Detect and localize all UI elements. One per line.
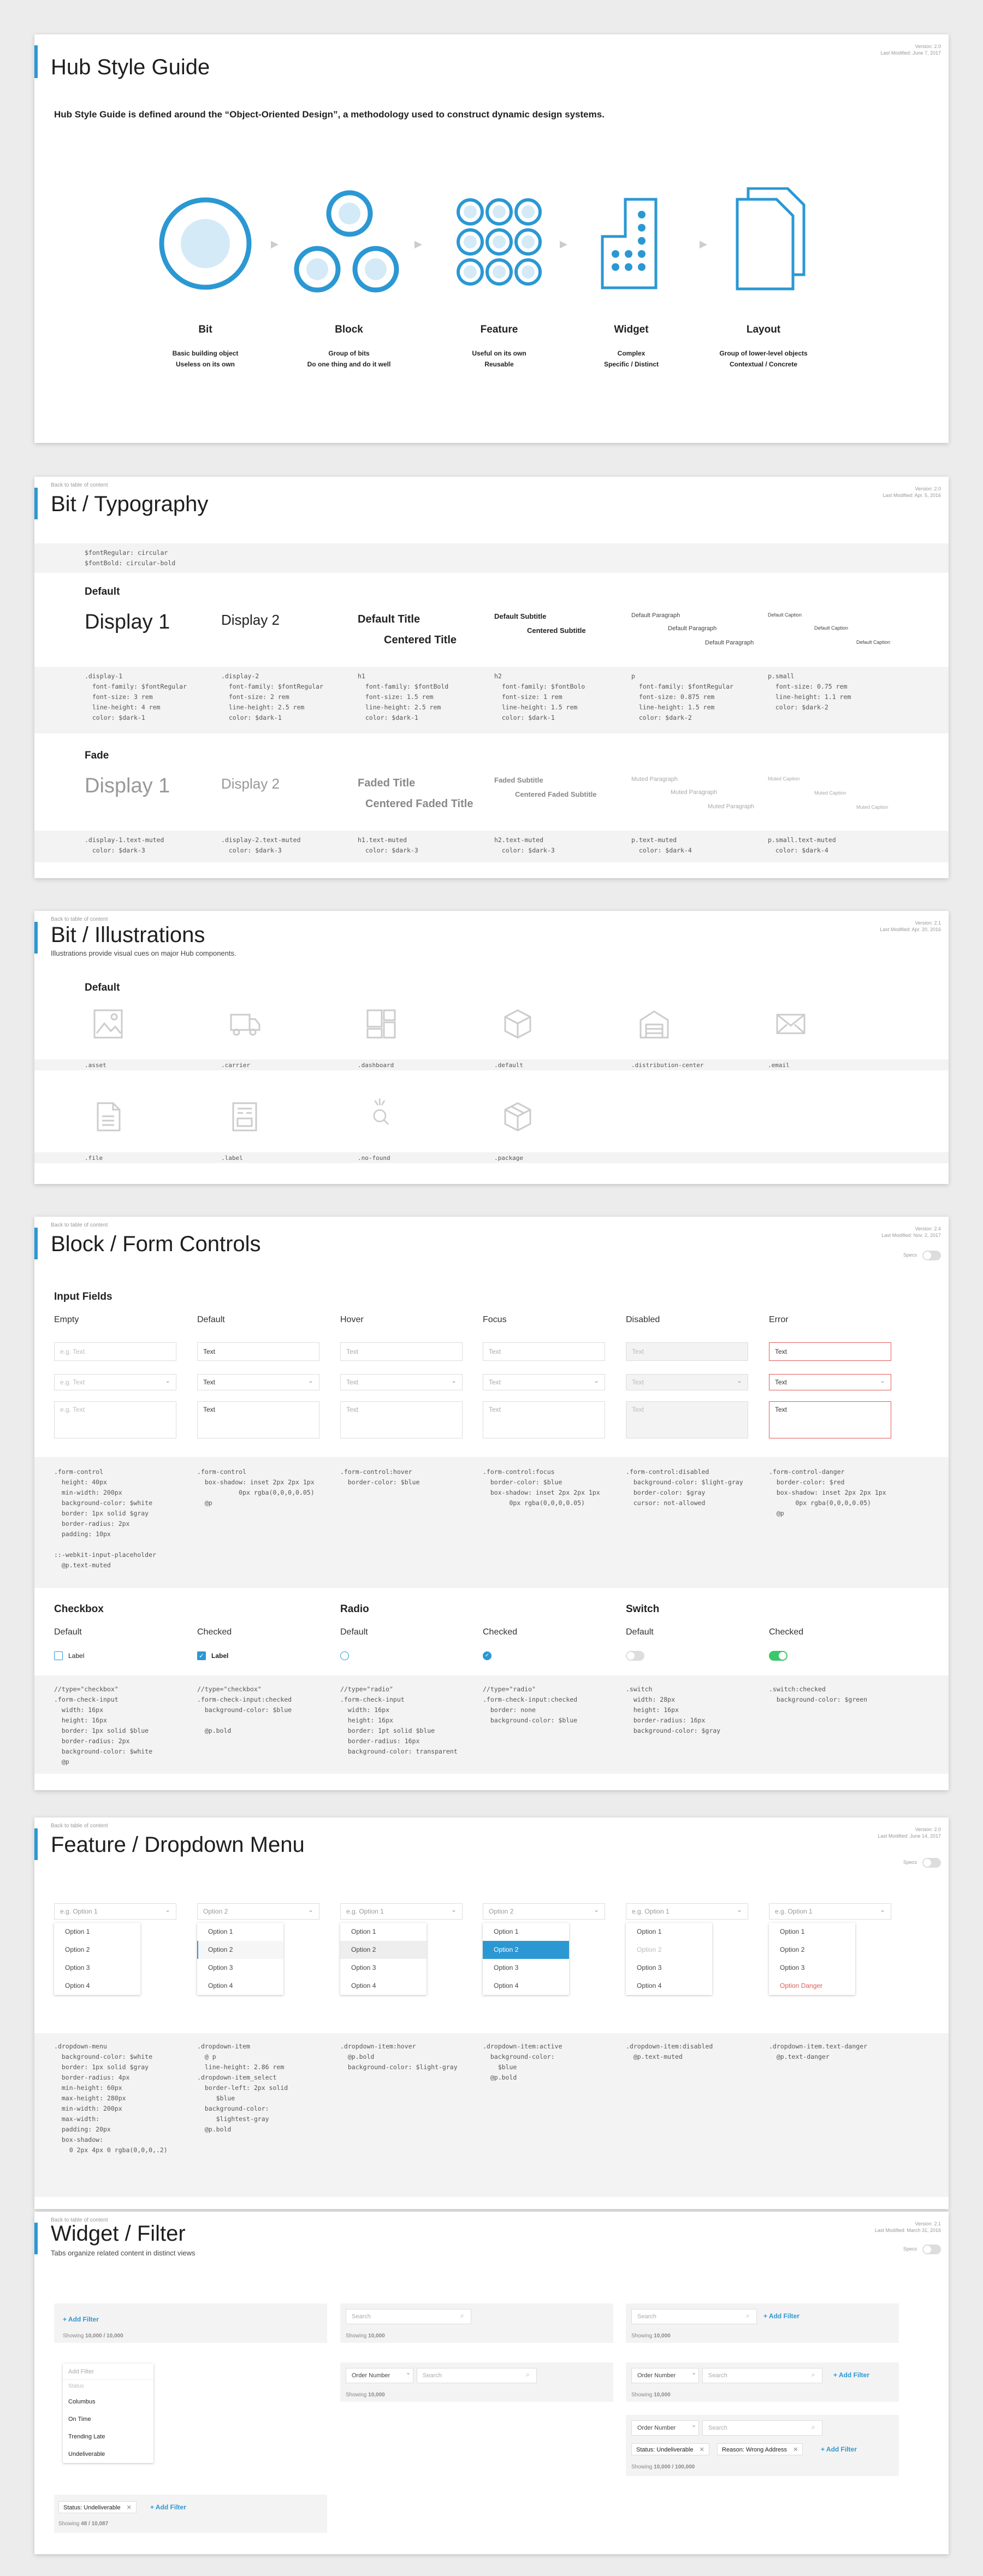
search-input[interactable]: Search <box>346 2309 471 2324</box>
code-p: p font-family: $fontRegular font-size: 0.875 rem line-height: 1.5 rem color: $dark-2 <box>631 672 733 721</box>
paragraph-1: Default Paragraph <box>631 612 680 619</box>
no-found-icon <box>365 1097 397 1128</box>
font-vars: $fontRegular: circular $fontBold: circular-bold <box>85 549 176 567</box>
dropdown-item[interactable]: Option 3 <box>208 1964 233 1971</box>
dropdown-item-danger[interactable]: Option Danger <box>780 1982 823 1989</box>
filter-panel-tag <box>54 2495 327 2533</box>
dropdown-item[interactable]: Option 4 <box>65 1982 90 1989</box>
filter-group-label: Status <box>68 2383 84 2389</box>
accent-bar <box>34 1828 38 1860</box>
accent-bar <box>34 488 38 519</box>
paragraph-2: Default Paragraph <box>668 625 717 632</box>
file-icon <box>92 1101 124 1133</box>
carrier-icon <box>229 1008 260 1040</box>
dropdown-item-active[interactable]: Option 2 <box>483 1941 569 1959</box>
code-form-danger: .form-control-danger border-color: $red box-shadow: inset 2px 2px 1px 0px rgba(0,0,0,0.05) @p <box>769 1468 886 1517</box>
code-dropdown-disabled: .dropdown-item:disabled @p.text-muted <box>626 2042 713 2060</box>
faded-title: Faded Title <box>358 777 416 789</box>
version-meta: Version: 2.4 Last Modified: Nov. 2, 2017 <box>881 1226 941 1238</box>
textarea-hover[interactable]: Text <box>340 1401 463 1438</box>
select-focus[interactable]: Text ⌄ <box>483 1374 605 1390</box>
centered-subtitle: Centered Subtitle <box>527 626 586 635</box>
textarea-default[interactable]: Text <box>197 1401 319 1438</box>
input-focus[interactable]: Text <box>483 1342 605 1361</box>
switch-default[interactable] <box>626 1651 644 1661</box>
close-icon[interactable]: ✕ <box>699 2447 704 2453</box>
filter-option[interactable]: On Time <box>68 2416 91 2423</box>
display-1: Display 1 <box>85 611 170 633</box>
dropdown-item-hover[interactable]: Option 2 <box>340 1941 427 1959</box>
dropdown-item[interactable]: Option 1 <box>208 1928 233 1935</box>
code-radio-checked: //type="radio" .form-check-input:checked border: none background-color: $blue <box>483 1685 578 1724</box>
version-meta: Version: 2.1 Last Modified: Apr. 20, 2016 <box>880 920 941 932</box>
back-link[interactable]: Back to table of content <box>51 1222 108 1228</box>
distribution-center-icon <box>638 1008 670 1040</box>
checkbox-default[interactable] <box>54 1651 63 1660</box>
default-heading: Default <box>85 982 120 993</box>
checkbox-checked-label: Checked <box>197 1627 232 1637</box>
add-filter-input[interactable]: Add Filter <box>63 2364 153 2380</box>
package-icon <box>502 1101 534 1133</box>
accent-bar <box>34 1228 38 1259</box>
checkbox-default-label: Default <box>54 1627 82 1637</box>
search-input[interactable]: Search <box>702 2420 822 2436</box>
add-filter-button[interactable]: + Add Filter <box>833 2371 869 2379</box>
radio-checked-label: Checked <box>483 1627 518 1637</box>
code-switch: .switch width: 28px height: 16px border-radius: 16px background-color: $gray <box>626 1685 721 1734</box>
form-controls-card <box>34 1217 949 1790</box>
illu-label-band-2 <box>34 1152 949 1163</box>
search-icon: ⌕ <box>460 2312 464 2319</box>
search-icon: ⌕ <box>526 2371 530 2378</box>
email-icon <box>775 1008 807 1040</box>
select-error[interactable]: Text ⌄ <box>769 1374 891 1390</box>
faded-subtitle: Faded Subtitle <box>494 776 543 784</box>
filter-option[interactable]: Trending Late <box>68 2433 105 2440</box>
centered-faded-subtitle: Centered Faded Subtitle <box>515 790 597 798</box>
col-empty: Empty <box>54 1315 79 1324</box>
illu-label: .file <box>85 1154 103 1162</box>
accent-bar <box>34 45 38 78</box>
back-link[interactable]: Back to table of content <box>51 2217 108 2223</box>
illustrations-card <box>34 911 949 1184</box>
centered-faded-title: Centered Faded Title <box>365 798 473 810</box>
checkbox-heading: Checkbox <box>54 1603 104 1615</box>
textarea-disabled: Text <box>626 1401 748 1438</box>
illu-label: .dashboard <box>358 1062 394 1069</box>
close-icon[interactable]: ✕ <box>126 2504 132 2511</box>
dashboard-icon <box>365 1008 397 1040</box>
dropdown-item[interactable]: Option 3 <box>494 1964 519 1971</box>
illu-label-band-1 <box>34 1059 949 1070</box>
input-default[interactable]: Text <box>197 1342 319 1361</box>
dropdown-item[interactable]: Option 1 <box>351 1928 376 1935</box>
dropdown-item[interactable]: Option 3 <box>65 1964 90 1971</box>
showing-count: Showing 10,000 <box>346 2333 385 2339</box>
page-title: Block / Form Controls <box>51 1232 261 1256</box>
paragraph-3: Default Paragraph <box>705 639 754 646</box>
code-dropdown-hover: .dropdown-item:hover @p.bold background-color: $light-gray <box>340 2042 458 2071</box>
code-fade-2: .display-2.text-muted color: $dark-3 <box>221 836 301 854</box>
dropdown-danger[interactable]: e.g. Option 1 ⌄ <box>769 1903 891 1920</box>
muted-caption-3: Muted Caption <box>856 804 889 810</box>
page-subtitle: Tabs organize related content in distinct views <box>51 2249 196 2257</box>
dropdown-active[interactable]: Option 2 ⌄ <box>483 1903 605 1920</box>
illu-label: .no-found <box>358 1154 390 1162</box>
illu-label: .default <box>494 1062 523 1069</box>
default-icon <box>502 1008 534 1040</box>
search-icon: ⌕ <box>746 2312 750 2319</box>
radio-checked[interactable] <box>483 1651 492 1660</box>
code-fade-3: h1.text-muted color: $dark-3 <box>358 836 418 854</box>
dropdown-item-selected[interactable]: Option 2 <box>197 1941 283 1959</box>
dropdown-item[interactable]: Option 1 <box>494 1928 519 1935</box>
code-display-1: .display-1 font-family: $fontRegular font-size: 3 rem line-height: 4 rem color: $dark-1 <box>85 672 187 721</box>
fade-display-1: Display 1 <box>85 774 170 797</box>
code-fade-5: p.text-muted color: $dark-4 <box>631 836 692 854</box>
dropdown-menu-disabled <box>626 1923 712 1995</box>
chevron-down-icon: ⌄ <box>691 2422 697 2429</box>
checkbox-default-text: Label <box>68 1652 85 1660</box>
radio-default-label: Default <box>340 1627 368 1637</box>
label-icon <box>229 1101 260 1133</box>
select-default[interactable]: Text ⌄ <box>197 1374 319 1390</box>
item-feature: Feature Useful on its own Reusable <box>472 324 526 368</box>
checkbox-checked[interactable] <box>197 1651 206 1660</box>
order-number-select[interactable]: Order Number <box>631 2420 699 2436</box>
search-input[interactable]: Search <box>417 2368 537 2383</box>
showing-count: Showing 10,000 <box>631 2333 671 2339</box>
version-meta: Version: 2.0 Last Modified: June 7, 2017 <box>880 44 941 56</box>
textarea-error[interactable]: Text <box>769 1401 891 1438</box>
intro-text: Hub Style Guide is defined around the “Object-Oriented Design”, a methodology used to construct dynamic design systems. <box>54 109 605 120</box>
radio-default[interactable] <box>340 1651 349 1660</box>
back-link[interactable]: Back to table of content <box>51 1823 108 1829</box>
search-icon: ⌕ <box>812 2371 815 2378</box>
dropdown-item[interactable]: Option 3 <box>351 1964 376 1971</box>
code-dropdown-menu: .dropdown-menu background-color: $white border: 1px solid $gray border-radius: 4px min-height: 60px max-height: 280px min-width: 200px max-width: padding: 20px box-shadow: 0 2px 4px 0 rgba(0,0,0,.2) <box>54 2042 168 2154</box>
illu-label: .package <box>494 1154 523 1162</box>
default-heading: Default <box>85 586 120 597</box>
back-link[interactable]: Back to table of content <box>51 916 108 922</box>
select-hover[interactable]: Text ⌄ <box>340 1374 463 1390</box>
caption-2: Default Caption <box>814 625 849 631</box>
code-dropdown-danger: .dropdown-item.text-danger @p.text-danger <box>769 2042 868 2060</box>
order-number-select[interactable]: Order Number <box>346 2368 413 2383</box>
illu-label: .asset <box>85 1062 106 1069</box>
showing-count: Showing 10,000 / 100,000 <box>631 2464 695 2470</box>
specs-label: Specs <box>903 2246 917 2252</box>
filter-option[interactable]: Columbus <box>68 2399 96 2405</box>
showing-count: Showing 10,000 / 10,000 <box>63 2333 123 2339</box>
item-block: Block Group of bits Do one thing and do it well <box>307 324 391 368</box>
dropdown-menu-default <box>54 1923 140 1995</box>
default-title: Default Title <box>358 613 421 625</box>
dropdown-item[interactable]: Option 1 <box>65 1928 90 1935</box>
check-icon: ✓ <box>484 1653 490 1659</box>
page-title: Widget / Filter <box>51 2222 186 2246</box>
code-checkbox: //type="checkbox" .form-check-input width: 16px height: 16px border: 1px solid $blue border-radius: 2px background-color: $white @p <box>54 1685 153 1766</box>
illu-label: .email <box>768 1062 790 1069</box>
version-meta: Version: 2.0 Last Modified: June 14, 2017 <box>878 1827 941 1839</box>
page-title: Bit / Illustrations <box>51 923 205 947</box>
specs-toggle[interactable] <box>922 1251 941 1260</box>
centered-title: Centered Title <box>384 634 457 646</box>
illu-label: .carrier <box>221 1062 250 1069</box>
code-dropdown-active: .dropdown-item:active background-color: $blue @p.bold <box>483 2042 562 2081</box>
muted-paragraph-1: Muted Paragraph <box>631 776 678 783</box>
specs-toggle[interactable] <box>922 1858 941 1868</box>
display-2: Display 2 <box>221 612 280 628</box>
illu-label: .label <box>221 1154 243 1162</box>
add-filter-button[interactable]: + Add Filter <box>63 2316 99 2323</box>
default-subtitle: Default Subtitle <box>494 612 547 620</box>
dropdown-menu-select <box>197 1923 283 1995</box>
radio-heading: Radio <box>340 1603 369 1615</box>
page-title: Bit / Typography <box>51 492 209 516</box>
chevron-down-icon: ⌄ <box>406 2370 411 2376</box>
code-form-hover: .form-control:hover border-color: $blue <box>340 1468 420 1486</box>
dropdown-item[interactable]: Option 1 <box>637 1928 662 1935</box>
search-input[interactable]: Search <box>702 2368 822 2383</box>
version-meta: Version: 2.1 Last Modified: March 31, 2016 <box>874 2221 941 2233</box>
input-empty[interactable]: e.g. Text <box>54 1342 176 1361</box>
checkbox-checked-text: Label <box>211 1652 229 1660</box>
code-fade-6: p.small.text-muted color: $dark-4 <box>768 836 836 854</box>
code-p-small: p.small font-size: 0.75 rem line-height: 1.1 rem color: $dark-2 <box>768 672 851 711</box>
filter-option[interactable]: Undeliverable <box>68 2451 105 2457</box>
input-hover[interactable]: Text <box>340 1342 463 1361</box>
caption-1: Default Caption <box>768 612 802 618</box>
col-error: Error <box>769 1315 789 1324</box>
select-disabled: Text ⌄ <box>626 1374 748 1390</box>
specs-label: Specs <box>903 1860 917 1865</box>
dropdown-item[interactable]: Option 3 <box>637 1964 662 1971</box>
code-form-default: .form-control box-shadow: inset 2px 2px 1px 0px rgba(0,0,0,0.05) @p <box>197 1468 315 1507</box>
showing-count: Showing 48 / 10,087 <box>58 2521 109 2527</box>
search-icon: ⌕ <box>812 2423 815 2431</box>
dropdown-menu-hover <box>340 1923 427 1995</box>
code-radio: //type="radio" .form-check-input width: 16px height: 16px border: 1pt solid $blue border-radius: 16px background-color: transparent <box>340 1685 458 1755</box>
dropdown-item[interactable]: Option 4 <box>208 1982 233 1989</box>
accent-bar <box>34 922 38 954</box>
dropdown-menu-danger <box>769 1923 855 1995</box>
showing-count: Showing 10,000 <box>631 2392 671 2398</box>
filter-card <box>34 2212 949 2554</box>
input-error[interactable]: Text <box>769 1342 891 1361</box>
fade-display-2: Display 2 <box>221 775 280 792</box>
muted-paragraph-2: Muted Paragraph <box>671 789 717 796</box>
code-form-disabled: .form-control:disabled background-color: $light-gray border-color: $gray cursor: not-allowed <box>626 1468 743 1507</box>
input-fields-heading: Input Fields <box>54 1291 112 1302</box>
version-meta: Version: 2.0 Last Modified: Apr. 5, 2016 <box>883 486 941 498</box>
typography-card <box>34 477 949 878</box>
code-form-focus: .form-control:focus border-color: $blue box-shadow: inset 2px 2px 1px 0px rgba(0,0,0,0.05) <box>483 1468 600 1507</box>
page-title: Feature / Dropdown Menu <box>51 1833 305 1857</box>
dropdown-hover[interactable]: e.g. Option 1 ⌄ <box>340 1903 463 1920</box>
dropdown-menu-active <box>483 1923 569 1995</box>
illu-label: .distribution-center <box>631 1062 704 1069</box>
order-number-select[interactable]: Order Number <box>631 2368 699 2383</box>
code-fade-4: h2.text-muted color: $dark-3 <box>494 836 555 854</box>
dropdown-item[interactable]: Option 2 <box>65 1946 90 1953</box>
page-subtitle: Illustrations provide visual cues on major Hub components. <box>51 949 236 957</box>
showing-count: Showing 10,000 <box>346 2392 385 2398</box>
filter-tag[interactable]: Status: Undeliverable ✕ <box>631 2443 709 2455</box>
add-filter-button[interactable]: + Add Filter <box>150 2503 186 2511</box>
search-input[interactable]: Search <box>631 2309 757 2324</box>
dropdown-empty[interactable]: e.g. Option 1 ⌄ <box>54 1903 176 1920</box>
code-h2: h2 font-family: $fontBolo font-size: 1 rem line-height: 1.5 rem color: $dark-1 <box>494 672 585 721</box>
muted-caption-1: Muted Caption <box>768 776 800 781</box>
fade-heading: Fade <box>85 750 109 761</box>
item-layout: Layout Group of lower-level objects Contextual / Concrete <box>719 324 808 368</box>
dropdown-item[interactable]: Option 1 <box>780 1928 805 1935</box>
switch-default-label: Default <box>626 1627 654 1637</box>
muted-paragraph-3: Muted Paragraph <box>708 803 754 810</box>
accent-bar <box>34 2223 38 2254</box>
dropdown-item[interactable]: Option 4 <box>637 1982 662 1989</box>
col-default: Default <box>197 1315 225 1324</box>
col-focus: Focus <box>483 1315 507 1324</box>
switch-checked[interactable] <box>769 1651 787 1661</box>
dropdown-card <box>34 1817 949 2209</box>
muted-caption-2: Muted Caption <box>814 790 846 796</box>
back-link[interactable]: Back to table of content <box>51 482 108 488</box>
dropdown-item[interactable]: Option 2 <box>780 1946 805 1953</box>
code-display-2: .display-2 font-family: $fontRegular font-size: 2 rem line-height: 2.5 rem color: $dark-1 <box>221 672 323 721</box>
code-h1: h1 font-family: $fontBold font-size: 1.5 rem line-height: 2.5 rem color: $dark-1 <box>358 672 449 721</box>
check-icon: ✓ <box>198 1652 205 1660</box>
dropdown-item[interactable]: Option 4 <box>351 1982 376 1989</box>
hub-card <box>34 34 949 443</box>
dropdown-disabled[interactable]: e.g. Option 1 ⌄ <box>626 1903 748 1920</box>
item-widget: Widget Complex Specific / Distinct <box>603 324 659 368</box>
filter-dropdown-panel <box>63 2364 153 2463</box>
switch-heading: Switch <box>626 1603 660 1615</box>
dropdown-item-disabled: Option 2 <box>637 1946 662 1953</box>
dropdown-item-select[interactable]: Option 2 ⌄ <box>197 1903 319 1920</box>
item-bit: Bit Basic building object Useless on its own <box>172 324 239 368</box>
caption-3: Default Caption <box>856 639 891 645</box>
textarea-focus[interactable]: Text <box>483 1401 605 1438</box>
dropdown-item[interactable]: Option 4 <box>494 1982 519 1989</box>
asset-icon <box>92 1008 124 1040</box>
chevron-down-icon: ⌄ <box>691 2370 697 2376</box>
code-fade-1: .display-1.text-muted color: $dark-3 <box>85 836 164 854</box>
input-disabled: Text <box>626 1342 748 1361</box>
add-filter-button[interactable]: + Add Filter <box>821 2445 857 2453</box>
dropdown-item[interactable]: Option 3 <box>780 1964 805 1971</box>
switch-checked-label: Checked <box>769 1627 804 1637</box>
add-filter-button[interactable]: + Add Filter <box>763 2312 800 2320</box>
specs-toggle[interactable] <box>922 2245 941 2254</box>
specs-label: Specs <box>903 1252 917 1258</box>
col-hover: Hover <box>340 1315 364 1324</box>
code-dropdown-item: .dropdown-item @ p line-height: 2.86 rem .dropdown-item_select border-left: 2px solid $blue background-color: $lightest-gray @p.bold <box>197 2042 288 2133</box>
code-checkbox-checked: //type="checkbox" .form-check-input:checked background-color: $blue @p.bold <box>197 1685 292 1734</box>
select-empty[interactable]: e.g. Text ⌄ <box>54 1374 176 1390</box>
page-title: Hub Style Guide <box>51 55 210 79</box>
filter-tag[interactable]: Reason: Wrong Address ✕ <box>717 2443 803 2455</box>
code-switch-checked: .switch:checked background-color: $green <box>769 1685 868 1703</box>
col-disabled: Disabled <box>626 1315 660 1324</box>
close-icon[interactable]: ✕ <box>793 2447 798 2453</box>
filter-tag[interactable]: Status: Undeliverable ✕ <box>58 2501 137 2513</box>
code-form-control: .form-control height: 40px min-width: 200px background-color: $white border: 1px solid $gray border-radius: 2px padding: 10px ::-webkit-input-placeholder @p.text-muted <box>54 1468 156 1569</box>
textarea-empty[interactable]: e.g. Text <box>54 1401 176 1438</box>
